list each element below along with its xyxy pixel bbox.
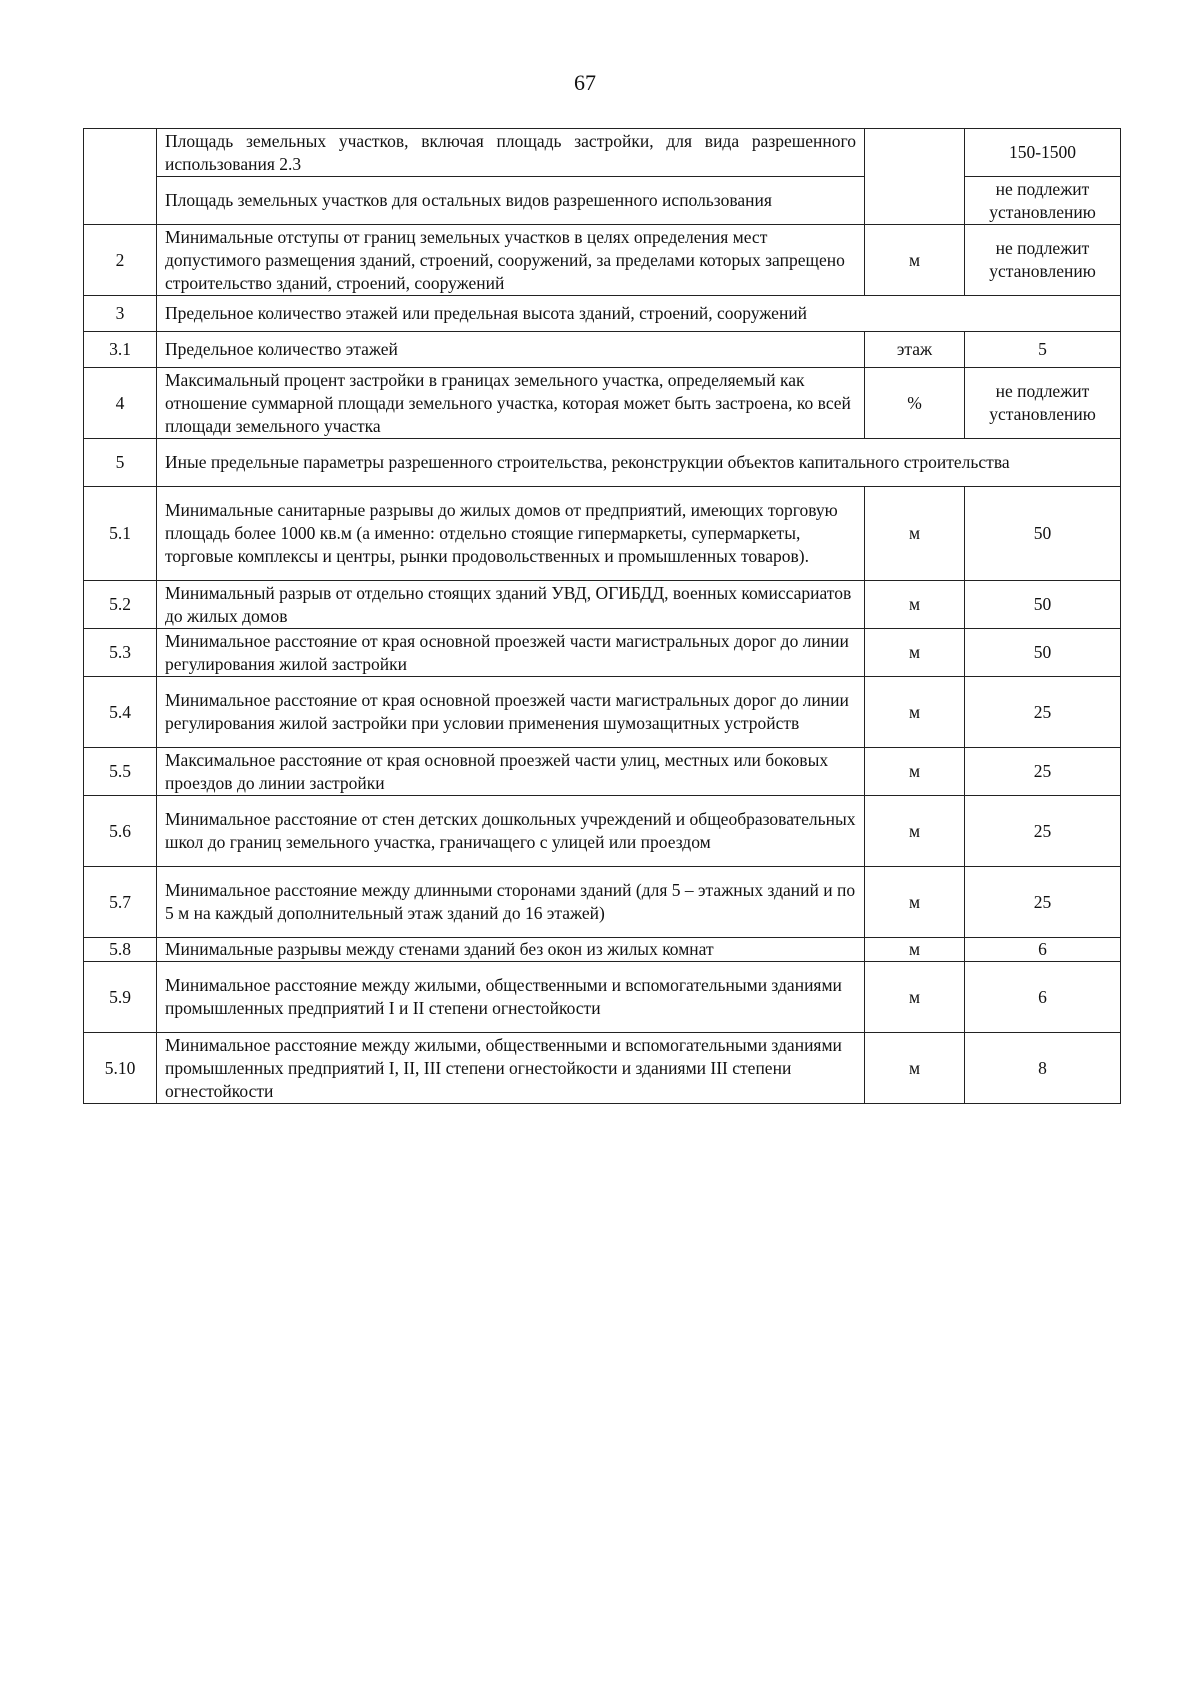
- row-description: Площадь земельных участков, включая площадь застройки, для вида разрешенного использования 2.3: [157, 129, 865, 177]
- row-number: 3: [84, 296, 157, 332]
- table-row: [84, 581, 1121, 629]
- table-row: [84, 439, 1121, 487]
- row-number: 5.1: [84, 487, 157, 581]
- row-value: 50: [965, 629, 1121, 677]
- row-description: Максимальное расстояние от края основной проезжей части улиц, местных или боковых проездов до линии застройки: [157, 748, 865, 796]
- table-row: [84, 368, 1121, 439]
- row-number: 5.10: [84, 1033, 157, 1104]
- row-value: 6: [965, 938, 1121, 962]
- row-description: Минимальное расстояние от края основной проезжей части магистральных дорог до линии регулирования жилой застройки: [157, 629, 865, 677]
- table-row: [84, 867, 1121, 938]
- row-description: Предельное количество этажей или предельная высота зданий, строений, сооружений: [157, 296, 1121, 332]
- row-description: Минимальное расстояние между жилыми, общественными и вспомогательными зданиями промышленных предприятий I, II, III степени огнестойкости и зданиями III степени огнестойкости: [157, 1033, 865, 1104]
- row-number: 5: [84, 439, 157, 487]
- table-row: [84, 129, 1121, 177]
- row-number: 4: [84, 368, 157, 439]
- row-value: 50: [965, 487, 1121, 581]
- row-number: 5.3: [84, 629, 157, 677]
- row-description: Минимальный разрыв от отдельно стоящих зданий УВД, ОГИБДД, военных комиссариатов до жилых домов: [157, 581, 865, 629]
- row-description: Площадь земельных участков для остальных видов разрешенного использования: [157, 177, 865, 225]
- table-row: [84, 748, 1121, 796]
- row-description: Минимальные разрывы между стенами зданий без окон из жилых комнат: [157, 938, 865, 962]
- parameters-table: [83, 128, 1121, 1104]
- table-row: [84, 487, 1121, 581]
- page-number: 67: [574, 70, 596, 95]
- row-value: 50: [965, 581, 1121, 629]
- row-unit-cell: [865, 129, 965, 225]
- table-row: [84, 177, 1121, 225]
- table-row: [84, 796, 1121, 867]
- row-value: не подлежит установлению: [965, 368, 1121, 439]
- row-unit: %: [865, 368, 965, 439]
- row-unit: м: [865, 629, 965, 677]
- row-description: Минимальное расстояние между жилыми, общественными и вспомогательными зданиями промышленных предприятий I и II степени огнестойкости: [157, 962, 865, 1033]
- table-row: [84, 296, 1121, 332]
- row-value: 5: [965, 332, 1121, 368]
- row-description: Максимальный процент застройки в границах земельного участка, определяемый как отношение суммарной площади земельного участка, которая может быть застроена, ко всей площади земельного участка: [157, 368, 865, 439]
- row-value: не подлежит установлению: [965, 225, 1121, 296]
- row-unit: м: [865, 581, 965, 629]
- row-unit: м: [865, 1033, 965, 1104]
- row-unit: м: [865, 962, 965, 1033]
- table-row: [84, 677, 1121, 748]
- table-row: [84, 938, 1121, 962]
- row-number: 3.1: [84, 332, 157, 368]
- row-unit: м: [865, 487, 965, 581]
- row-unit: м: [865, 225, 965, 296]
- table-row: [84, 1033, 1121, 1104]
- row-unit: м: [865, 938, 965, 962]
- row-value: 25: [965, 867, 1121, 938]
- row-number: 2: [84, 225, 157, 296]
- row-value: 150-1500: [965, 129, 1121, 177]
- row-number: 5.7: [84, 867, 157, 938]
- row-number: 5.9: [84, 962, 157, 1033]
- table-row: [84, 962, 1121, 1033]
- table-row: [84, 332, 1121, 368]
- row-description: Минимальные санитарные разрывы до жилых домов от предприятий, имеющих торговую площадь более 1000 кв.м (а именно: отдельно стоящие гипермаркеты, супермаркеты, торговые комплексы и центры, рынки продовольственных и промышленных товаров).: [157, 487, 865, 581]
- row-description: Предельное количество этажей: [157, 332, 865, 368]
- row-value: 25: [965, 748, 1121, 796]
- table-row: [84, 225, 1121, 296]
- row-description: Минимальное расстояние от стен детских дошкольных учреждений и общеобразовательных школ до границ земельного участка, граничащего с улицей или проездом: [157, 796, 865, 867]
- row-number: 5.6: [84, 796, 157, 867]
- row-unit: этаж: [865, 332, 965, 368]
- row-description: Иные предельные параметры разрешенного строительства, реконструкции объектов капитального строительства: [157, 439, 1121, 487]
- row-number: 5.8: [84, 938, 157, 962]
- row-number: 5.5: [84, 748, 157, 796]
- row-unit: м: [865, 748, 965, 796]
- row-value: 8: [965, 1033, 1121, 1104]
- row-description: Минимальное расстояние между длинными сторонами зданий (для 5 – этажных зданий и по 5 м на каждый дополнительный этаж зданий до 16 этажей): [157, 867, 865, 938]
- row-number: 5.2: [84, 581, 157, 629]
- table-row: [84, 629, 1121, 677]
- row-unit: м: [865, 677, 965, 748]
- row-unit: м: [865, 796, 965, 867]
- row-number-cell: [84, 129, 157, 225]
- row-unit: м: [865, 867, 965, 938]
- row-value: 6: [965, 962, 1121, 1033]
- row-value: 25: [965, 796, 1121, 867]
- row-description: Минимальные отступы от границ земельных участков в целях определения мест допустимого размещения зданий, строений, сооружений, за пределами которых запрещено строительство зданий, строений, сооружений: [157, 225, 865, 296]
- row-description: Минимальное расстояние от края основной проезжей части магистральных дорог до линии регулирования жилой застройки при условии применения шумозащитных устройств: [157, 677, 865, 748]
- row-number: 5.4: [84, 677, 157, 748]
- row-value: 25: [965, 677, 1121, 748]
- row-value: не подлежит установлению: [965, 177, 1121, 225]
